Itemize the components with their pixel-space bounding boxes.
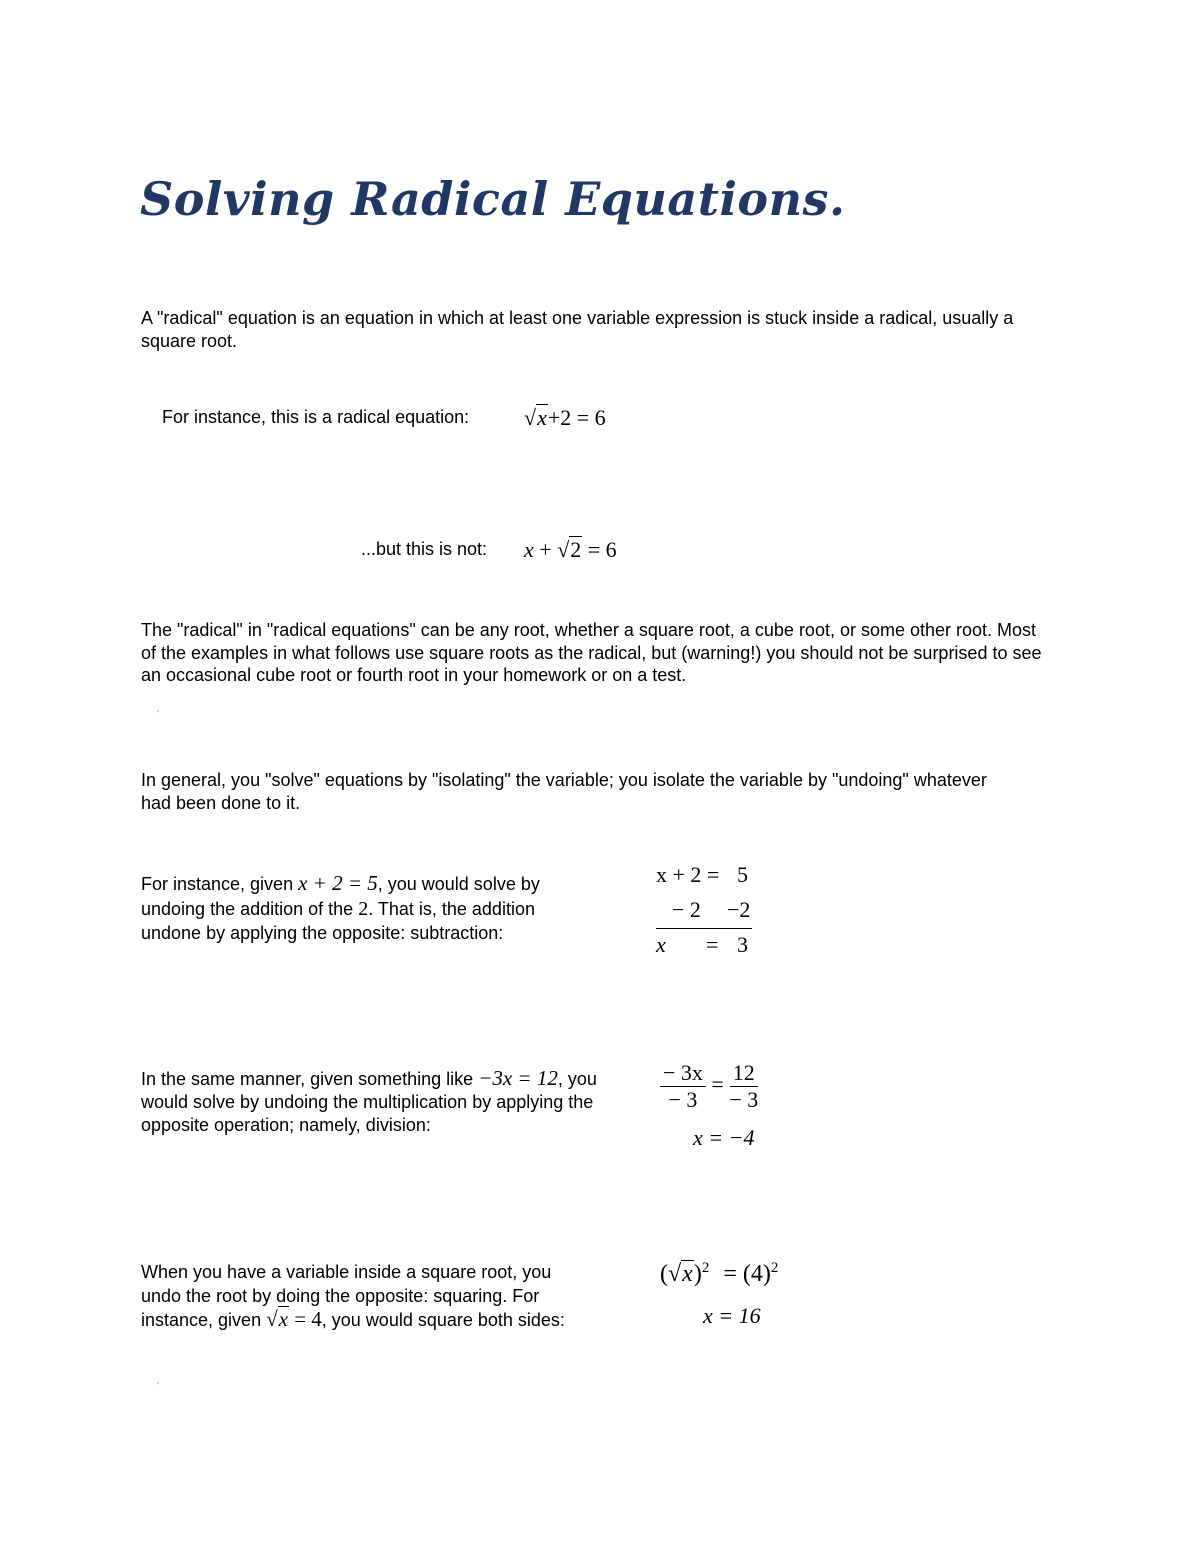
mult-inline-math	[478, 1066, 558, 1090]
intro-paragraph: A "radical" equation is an equation in which at least one variable expression is stuck inside a radical, usually a square root.	[141, 308, 1014, 351]
stray-mark-bottom: '	[157, 1381, 159, 1392]
equation-rest: = 6	[582, 537, 617, 562]
rhs-exponent: 2	[770, 1260, 779, 1276]
squaring-text-a: When you have a variable inside a square root, you undo the root by doing the opposite: squaring. For instance, given	[141, 1262, 552, 1330]
squaring-text-b: , you would square both sides:	[321, 1310, 565, 1330]
variable-x: x	[524, 537, 534, 562]
work-radicand: x	[682, 1261, 693, 1287]
addition-inline-two: 2	[358, 897, 369, 920]
left-exponent: 2	[701, 1260, 710, 1276]
mult-result-expr: x = −4	[693, 1125, 755, 1150]
inline-radicand: x	[278, 1307, 288, 1331]
squaring-result-expr: x = 16	[703, 1303, 761, 1328]
open-paren: (	[660, 1261, 668, 1287]
example-nonradical-label: ...but this is not:	[361, 539, 488, 559]
addition-text-c: . That is, the addition undone by applying the opposite: subtraction:	[141, 898, 535, 943]
equation-rest: +2 = 6	[547, 405, 606, 430]
example-radical-label: For instance, this is a radical equation:	[162, 407, 470, 427]
multiplication-result	[693, 1125, 754, 1151]
row1-left: x + 2 =	[656, 862, 720, 887]
sqrt-symbol: √x	[524, 405, 547, 430]
right-numerator: 12	[730, 1060, 758, 1087]
squaring-result	[703, 1303, 761, 1329]
addition-inline-math	[298, 871, 378, 895]
sqrt-symbol: √x	[668, 1261, 693, 1287]
right-denominator: − 3	[729, 1087, 759, 1112]
addition-work-row1	[656, 862, 719, 888]
equals-sign: =	[723, 1261, 737, 1287]
left-numerator: − 3x	[660, 1060, 706, 1087]
squaring-work	[660, 1260, 778, 1288]
left-fraction	[660, 1060, 706, 1113]
rhs-base: (4)	[742, 1261, 771, 1287]
radicand: 2	[570, 537, 582, 562]
radical-note-paragraph: The "radical" in "radical equations" can be any root, whether a square root, a cube root, or some other root. Most of the examples in what follows use square roots as the radical, but (warning!) you should not be surprised to see an occasional cube root or fourth root in your homework or on a test.	[141, 620, 1042, 685]
mult-text-a: In the same manner, given something like	[141, 1069, 479, 1089]
mult-inline-expr: −3x = 12	[478, 1066, 558, 1090]
inline-rest: = 4	[288, 1307, 322, 1331]
addition-work-row3-val: 3	[737, 932, 748, 957]
addition-text-b: , you would solve by undoing the addition of the	[141, 874, 540, 919]
addition-work-row3-eq: =	[706, 932, 719, 957]
plus-op: +	[539, 537, 552, 562]
addition-text-a: For instance, given	[141, 874, 299, 894]
stray-mark: '	[157, 709, 159, 720]
multiplication-work	[660, 1060, 758, 1113]
right-fraction	[729, 1060, 758, 1113]
general-paragraph: In general, you "solve" equations by "isolating" the variable; you isolate the variable by "undoing" whatever had been done to it.	[141, 770, 987, 813]
addition-work-row1-right: 5	[737, 862, 748, 887]
squaring-paragraph	[141, 1261, 591, 1333]
multiplication-paragraph	[141, 1067, 611, 1137]
equals-sign: =	[711, 1071, 724, 1097]
sqrt-symbol: √x	[266, 1307, 288, 1331]
close-paren: )	[693, 1261, 702, 1287]
addition-inline-expr: x + 2 = 5	[298, 871, 378, 895]
addition-paragraph	[141, 871, 591, 946]
example-nonradical-equation	[524, 537, 617, 563]
row3-var: x	[656, 932, 666, 957]
addition-work-row2-right: −2	[727, 897, 751, 922]
squaring-inline-math	[266, 1307, 322, 1331]
mult-text-b: , you would solve by undoing the multiplication by applying the opposite operation; namely, division:	[141, 1069, 597, 1135]
sqrt-symbol: √2	[557, 537, 582, 562]
addition-work-rule	[656, 928, 752, 929]
addition-work-row3-var	[656, 932, 666, 958]
page-title: Solving Radical Equations.	[140, 172, 846, 226]
radicand: x	[537, 405, 547, 430]
example-radical-equation	[524, 405, 606, 431]
left-denominator: − 3	[668, 1087, 698, 1112]
addition-work-row2: − 2	[672, 897, 701, 922]
